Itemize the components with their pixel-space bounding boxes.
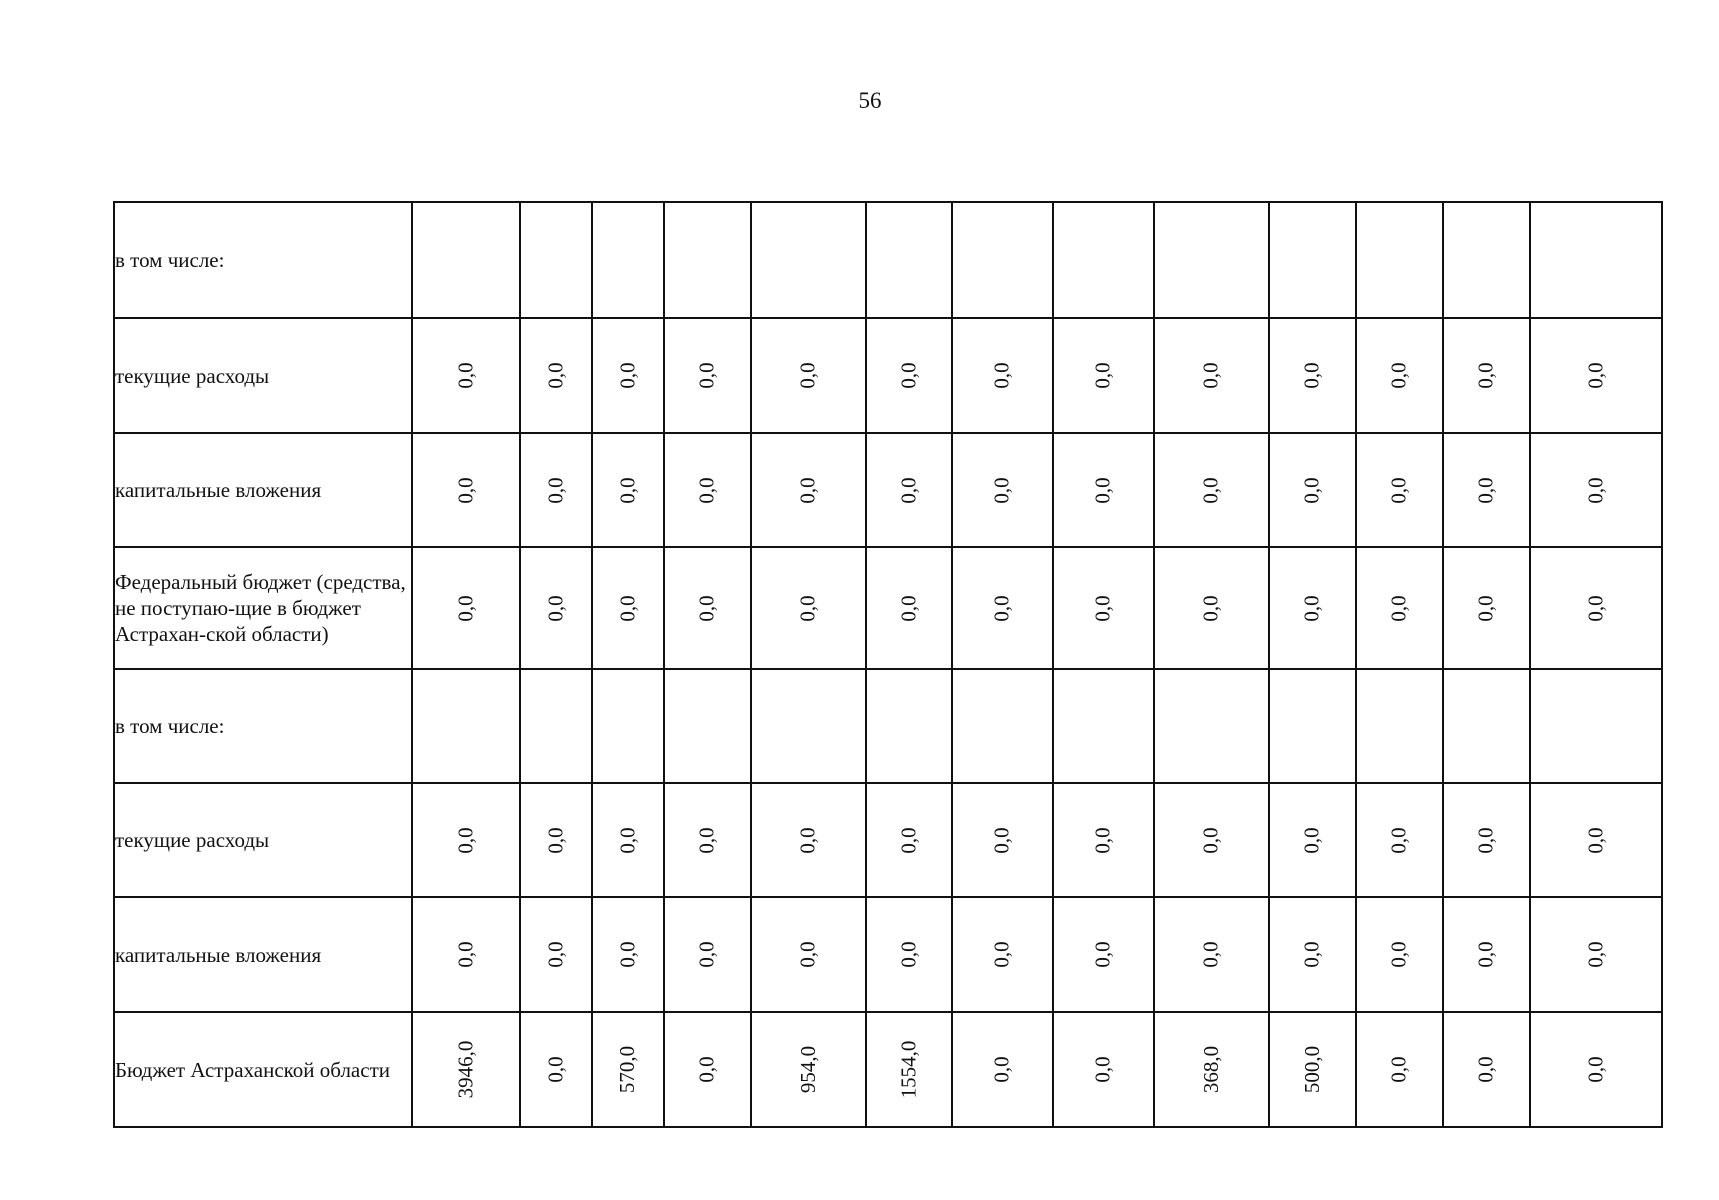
cell-value: 0,0 xyxy=(1474,594,1498,622)
value-cell xyxy=(1443,783,1530,897)
value-cell xyxy=(866,547,952,669)
value-cell xyxy=(1053,318,1154,433)
cell-value: 0,0 xyxy=(990,476,1014,504)
cell-value: 0,0 xyxy=(1091,826,1115,854)
value-cell xyxy=(592,783,664,897)
cell-value: 0,0 xyxy=(453,476,478,504)
cell-value: 0,0 xyxy=(543,941,568,968)
cell-value: 0,0 xyxy=(896,362,921,389)
cell-value: 0,0 xyxy=(1300,594,1324,622)
table-row xyxy=(114,547,1662,669)
cell-value: 0,0 xyxy=(1199,826,1223,854)
value-cell xyxy=(1356,433,1443,547)
table-row xyxy=(114,897,1662,1012)
cell-value: 570,0 xyxy=(615,1045,640,1094)
value-cell xyxy=(592,547,664,669)
cell-value: 0,0 xyxy=(796,476,820,504)
value-cell xyxy=(751,433,866,547)
cell-value: 0,0 xyxy=(1387,941,1411,968)
table-row xyxy=(114,202,1662,318)
value-cell xyxy=(952,669,1053,783)
value-cell xyxy=(664,433,751,547)
value-cell xyxy=(592,318,664,433)
value-cell xyxy=(520,318,592,433)
row-label: в том числе: xyxy=(114,669,412,783)
value-cell xyxy=(664,318,751,433)
value-cell xyxy=(412,897,520,1012)
value-cell xyxy=(1154,897,1269,1012)
cell-value: 0,0 xyxy=(615,941,640,968)
value-cell xyxy=(664,783,751,897)
cell-value: 0,0 xyxy=(796,594,820,622)
value-cell xyxy=(1530,1012,1662,1127)
cell-value: 0,0 xyxy=(1300,941,1324,968)
cell-value: 0,0 xyxy=(896,476,921,504)
cell-value: 0,0 xyxy=(1583,941,1608,968)
value-cell xyxy=(412,202,520,318)
value-cell xyxy=(1269,433,1356,547)
cell-value: 500,0 xyxy=(1300,1045,1324,1094)
cell-value: 0,0 xyxy=(1583,594,1608,622)
value-cell xyxy=(664,547,751,669)
cell-value: 0,0 xyxy=(1300,476,1324,504)
value-cell xyxy=(952,547,1053,669)
cell-value: 0,0 xyxy=(543,1056,568,1083)
value-cell xyxy=(1356,669,1443,783)
cell-value: 0,0 xyxy=(1300,826,1324,854)
cell-value: 0,0 xyxy=(796,362,820,389)
value-cell xyxy=(520,202,592,318)
cell-value: 0,0 xyxy=(1199,362,1223,389)
cell-value: 0,0 xyxy=(1583,1056,1608,1083)
value-cell xyxy=(1154,547,1269,669)
value-cell xyxy=(1154,669,1269,783)
cell-value: 0,0 xyxy=(453,826,478,854)
value-cell xyxy=(1530,897,1662,1012)
cell-value: 0,0 xyxy=(1387,362,1411,389)
value-cell xyxy=(520,783,592,897)
value-cell xyxy=(1356,318,1443,433)
value-cell xyxy=(1443,318,1530,433)
cell-value: 0,0 xyxy=(1387,1056,1411,1083)
row-label: капитальные вложения xyxy=(114,433,412,547)
cell-value: 0,0 xyxy=(543,362,568,389)
cell-value: 0,0 xyxy=(1474,476,1498,504)
value-cell xyxy=(751,783,866,897)
value-cell xyxy=(412,547,520,669)
cell-value: 1554,0 xyxy=(896,1040,921,1099)
value-cell xyxy=(1053,897,1154,1012)
cell-value: 0,0 xyxy=(695,941,719,968)
value-cell xyxy=(952,783,1053,897)
value-cell xyxy=(1269,669,1356,783)
cell-value: 0,0 xyxy=(695,826,719,854)
value-cell xyxy=(1154,202,1269,318)
cell-value: 0,0 xyxy=(990,826,1014,854)
value-cell xyxy=(1530,783,1662,897)
value-cell xyxy=(751,669,866,783)
value-cell xyxy=(1530,547,1662,669)
cell-value: 0,0 xyxy=(1199,941,1223,968)
cell-value: 0,0 xyxy=(543,826,568,854)
value-cell xyxy=(664,1012,751,1127)
cell-value: 0,0 xyxy=(1091,941,1115,968)
cell-value: 0,0 xyxy=(1474,941,1498,968)
value-cell xyxy=(866,897,952,1012)
cell-value: 0,0 xyxy=(796,941,820,968)
value-cell xyxy=(952,318,1053,433)
value-cell xyxy=(592,202,664,318)
cell-value: 0,0 xyxy=(1474,826,1498,854)
value-cell xyxy=(1269,202,1356,318)
value-cell xyxy=(751,318,866,433)
value-cell xyxy=(1356,202,1443,318)
row-label: текущие расходы xyxy=(114,318,412,433)
row-label: текущие расходы xyxy=(114,783,412,897)
cell-value: 0,0 xyxy=(1091,476,1115,504)
cell-value: 0,0 xyxy=(1091,362,1115,389)
cell-value: 0,0 xyxy=(453,594,478,622)
value-cell xyxy=(1530,318,1662,433)
value-cell xyxy=(664,669,751,783)
value-cell xyxy=(592,897,664,1012)
cell-value: 0,0 xyxy=(615,362,640,389)
value-cell xyxy=(1269,547,1356,669)
value-cell xyxy=(1053,433,1154,547)
cell-value: 0,0 xyxy=(896,941,921,968)
cell-value: 0,0 xyxy=(695,476,719,504)
cell-value: 0,0 xyxy=(615,594,640,622)
value-cell xyxy=(1053,1012,1154,1127)
cell-value: 0,0 xyxy=(1199,594,1223,622)
value-cell xyxy=(866,1012,952,1127)
value-cell xyxy=(664,897,751,1012)
value-cell xyxy=(1269,897,1356,1012)
table-row xyxy=(114,783,1662,897)
value-cell xyxy=(592,433,664,547)
value-cell xyxy=(1443,202,1530,318)
cell-value: 0,0 xyxy=(695,362,719,389)
page-number: 56 xyxy=(858,88,882,113)
budget-table xyxy=(113,201,1663,1128)
table-row xyxy=(114,1012,1662,1127)
value-cell xyxy=(1530,202,1662,318)
cell-value: 0,0 xyxy=(695,1056,719,1083)
cell-value: 0,0 xyxy=(1300,362,1324,389)
cell-value: 0,0 xyxy=(1387,476,1411,504)
value-cell xyxy=(1269,318,1356,433)
value-cell xyxy=(952,897,1053,1012)
value-cell xyxy=(412,669,520,783)
row-label: капитальные вложения xyxy=(114,897,412,1012)
value-cell xyxy=(592,669,664,783)
value-cell xyxy=(1053,669,1154,783)
cell-value: 368,0 xyxy=(1199,1045,1223,1094)
value-cell xyxy=(1530,669,1662,783)
value-cell xyxy=(1356,783,1443,897)
value-cell xyxy=(412,433,520,547)
value-cell xyxy=(520,897,592,1012)
cell-value: 0,0 xyxy=(1474,362,1498,389)
value-cell xyxy=(866,783,952,897)
value-cell xyxy=(952,202,1053,318)
value-cell xyxy=(751,202,866,318)
value-cell xyxy=(866,202,952,318)
value-cell xyxy=(412,1012,520,1127)
value-cell xyxy=(866,669,952,783)
value-cell xyxy=(1530,433,1662,547)
value-cell xyxy=(1053,202,1154,318)
cell-value: 3946,0 xyxy=(453,1040,478,1099)
value-cell xyxy=(1443,433,1530,547)
value-cell xyxy=(664,202,751,318)
cell-value: 0,0 xyxy=(615,476,640,504)
cell-value: 0,0 xyxy=(1474,1056,1498,1083)
value-cell xyxy=(1154,783,1269,897)
cell-value: 0,0 xyxy=(990,1056,1014,1083)
value-cell xyxy=(520,669,592,783)
value-cell xyxy=(1154,433,1269,547)
table-row xyxy=(114,669,1662,783)
value-cell xyxy=(866,433,952,547)
cell-value: 0,0 xyxy=(896,594,921,622)
value-cell xyxy=(520,547,592,669)
cell-value: 0,0 xyxy=(1091,594,1115,622)
cell-value: 0,0 xyxy=(1091,1056,1115,1083)
cell-value: 0,0 xyxy=(896,826,921,854)
value-cell xyxy=(751,547,866,669)
cell-value: 0,0 xyxy=(990,362,1014,389)
row-label: Федеральный бюджет (средства, не поступаю-щие в бюджет Астрахан-ской области) xyxy=(114,547,412,669)
cell-value: 0,0 xyxy=(615,826,640,854)
value-cell xyxy=(751,1012,866,1127)
value-cell xyxy=(952,433,1053,547)
value-cell xyxy=(1269,1012,1356,1127)
cell-value: 0,0 xyxy=(1199,476,1223,504)
value-cell xyxy=(1356,897,1443,1012)
value-cell xyxy=(1053,783,1154,897)
table-row xyxy=(114,318,1662,433)
cell-value: 0,0 xyxy=(543,476,568,504)
cell-value: 0,0 xyxy=(1583,476,1608,504)
cell-value: 0,0 xyxy=(1387,826,1411,854)
cell-value: 0,0 xyxy=(453,362,478,389)
value-cell xyxy=(751,897,866,1012)
value-cell xyxy=(1443,897,1530,1012)
cell-value: 0,0 xyxy=(1583,826,1608,854)
cell-value: 0,0 xyxy=(990,594,1014,622)
value-cell xyxy=(952,1012,1053,1127)
value-cell xyxy=(1053,547,1154,669)
value-cell xyxy=(1154,318,1269,433)
value-cell xyxy=(520,1012,592,1127)
value-cell xyxy=(1356,1012,1443,1127)
value-cell xyxy=(866,318,952,433)
value-cell xyxy=(1443,669,1530,783)
cell-value: 0,0 xyxy=(1387,594,1411,622)
row-label: Бюджет Астраханской области xyxy=(114,1012,412,1127)
cell-value: 0,0 xyxy=(453,941,478,968)
row-label: в том числе: xyxy=(114,202,412,318)
value-cell xyxy=(592,1012,664,1127)
cell-value: 0,0 xyxy=(695,594,719,622)
cell-value: 0,0 xyxy=(1583,362,1608,389)
cell-value: 0,0 xyxy=(543,594,568,622)
cell-value: 954,0 xyxy=(796,1045,820,1094)
value-cell xyxy=(1154,1012,1269,1127)
value-cell xyxy=(1356,547,1443,669)
value-cell xyxy=(412,783,520,897)
table-row xyxy=(114,433,1662,547)
value-cell xyxy=(1443,1012,1530,1127)
value-cell xyxy=(1269,783,1356,897)
value-cell xyxy=(520,433,592,547)
cell-value: 0,0 xyxy=(796,826,820,854)
cell-value: 0,0 xyxy=(990,941,1014,968)
value-cell xyxy=(412,318,520,433)
value-cell xyxy=(1443,547,1530,669)
